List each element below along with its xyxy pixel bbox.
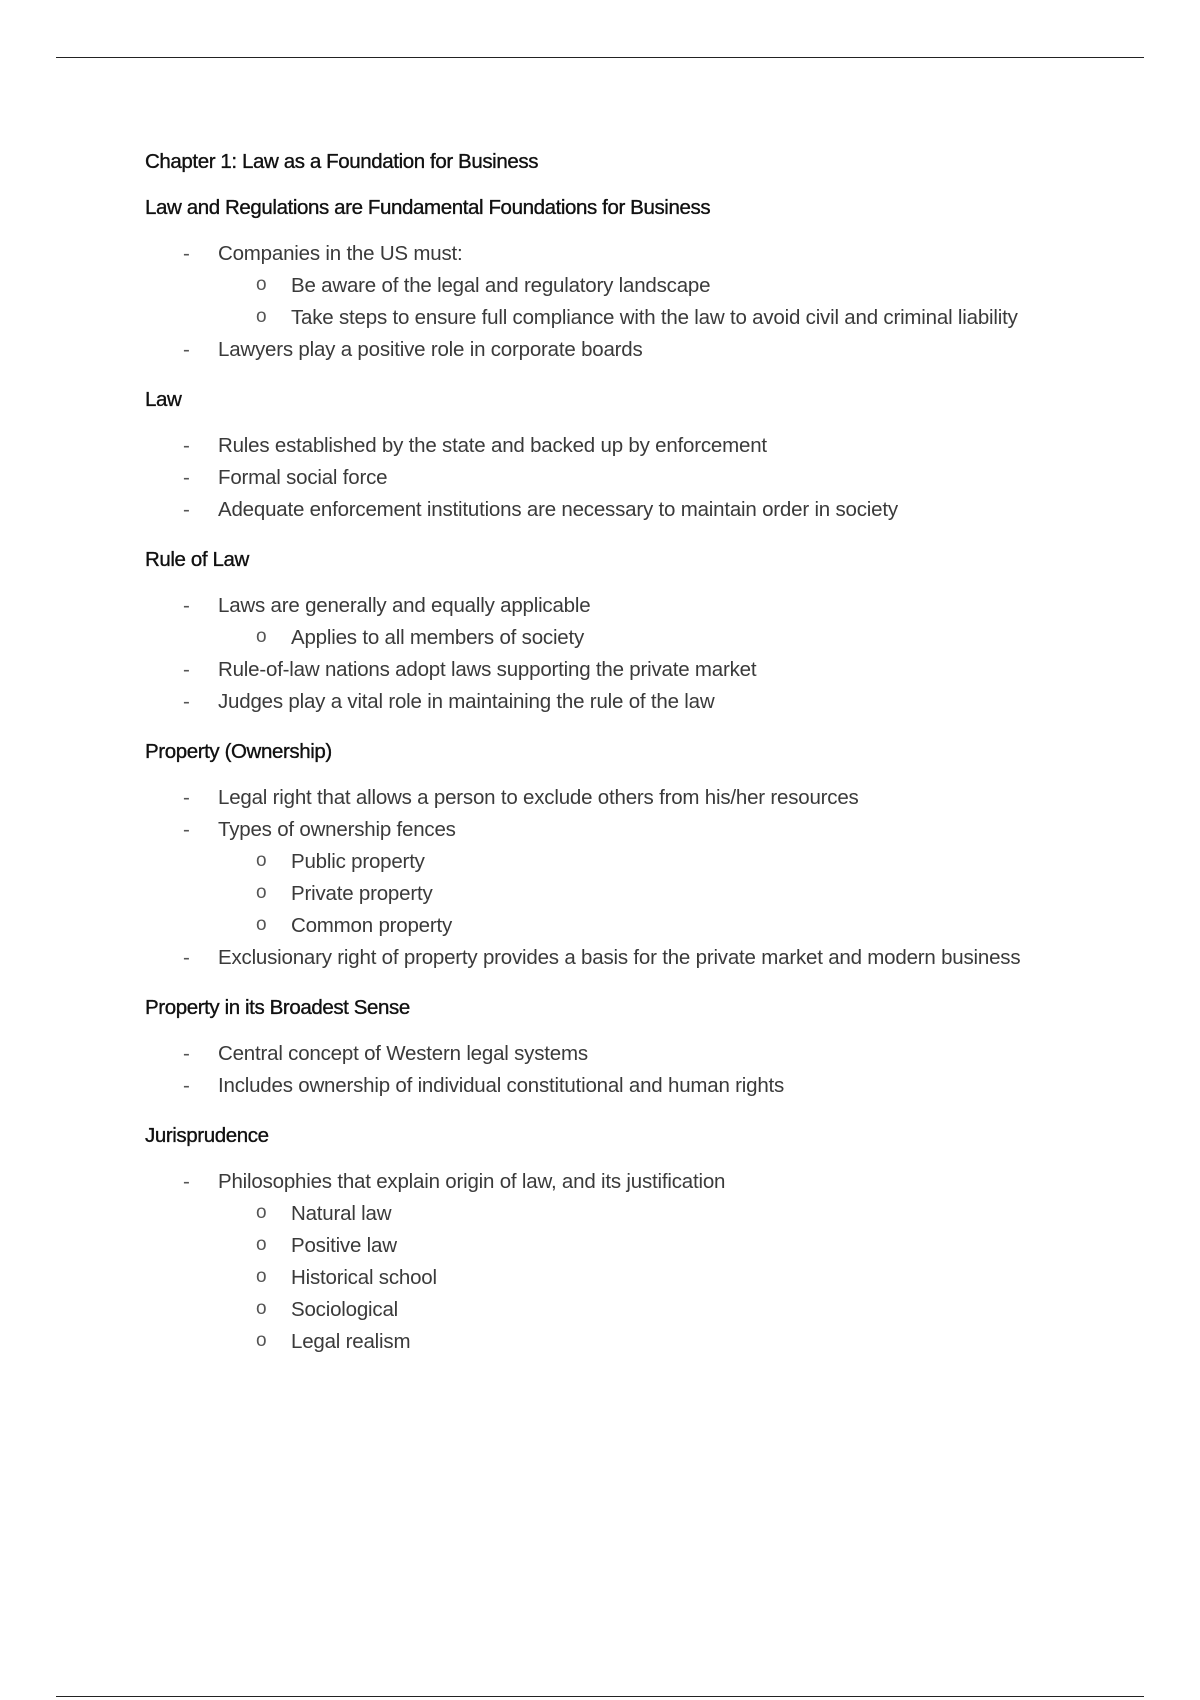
sections-container — [145, 194, 1045, 1358]
document-body — [145, 148, 1045, 1378]
bottom-rule — [56, 1696, 1144, 1697]
sub-list-item-text: Natural law — [291, 1202, 392, 1225]
circle-bullet-icon: o — [256, 882, 267, 903]
section-heading: Rule of Law — [145, 548, 249, 571]
list-item — [145, 430, 1045, 462]
sub-list-item — [218, 270, 1045, 302]
sub-list-item-text: Historical school — [291, 1266, 437, 1289]
dash-bullet-icon: - — [183, 498, 190, 521]
list-item-text: Laws are generally and equally applicable — [218, 594, 591, 617]
sub-bullet-list — [218, 846, 1045, 942]
circle-bullet-icon: o — [256, 1266, 267, 1287]
dash-bullet-icon: - — [183, 1042, 190, 1065]
dash-bullet-icon: - — [183, 242, 190, 265]
dash-bullet-icon: - — [183, 818, 190, 841]
list-item — [145, 494, 1045, 526]
sub-list-item-text: Public property — [291, 850, 425, 873]
list-item-text: Exclusionary right of property provides a basis for the private market and modern business — [218, 946, 1021, 969]
sub-list-item-text: Take steps to ensure full compliance with the law to avoid civil and criminal liability — [291, 306, 1018, 329]
sub-bullet-list — [218, 622, 1045, 654]
list-item-text: Lawyers play a positive role in corporate boards — [218, 338, 643, 361]
list-item — [145, 942, 1045, 974]
list-item — [145, 1070, 1045, 1102]
sub-list-item-text: Be aware of the legal and regulatory landscape — [291, 274, 711, 297]
sub-list-item-text: Legal realism — [291, 1330, 411, 1353]
list-item — [145, 814, 1045, 846]
list-item-text: Includes ownership of individual constitutional and human rights — [218, 1074, 785, 1097]
bullet-list — [145, 590, 1045, 718]
sub-list-item — [218, 1294, 1045, 1326]
circle-bullet-icon: o — [256, 626, 267, 647]
circle-bullet-icon: o — [256, 274, 267, 295]
sub-list-item — [218, 846, 1045, 878]
list-item-text: Central concept of Western legal systems — [218, 1042, 588, 1065]
circle-bullet-icon: o — [256, 914, 267, 935]
list-item — [145, 654, 1045, 686]
sub-list-wrapper — [145, 270, 1045, 334]
list-item — [145, 686, 1045, 718]
list-item — [145, 782, 1045, 814]
sub-list-item-text: Applies to all members of society — [291, 626, 585, 649]
sub-list-wrapper — [145, 622, 1045, 654]
bullet-list — [145, 1038, 1045, 1102]
sub-list-item — [218, 1262, 1045, 1294]
list-item — [145, 238, 1045, 270]
bullet-list — [145, 1166, 1045, 1358]
sub-list-item — [218, 302, 1045, 334]
sub-list-item-text: Private property — [291, 882, 433, 905]
top-rule — [56, 57, 1144, 58]
list-item — [145, 1038, 1045, 1070]
list-item-text: Adequate enforcement institutions are necessary to maintain order in society — [218, 498, 898, 521]
list-item-text: Formal social force — [218, 466, 388, 489]
sub-list-wrapper — [145, 1198, 1045, 1358]
list-item-text: Types of ownership fences — [218, 818, 456, 841]
sub-list-wrapper — [145, 846, 1045, 942]
list-item — [145, 462, 1045, 494]
dash-bullet-icon: - — [183, 690, 190, 713]
list-item-text: Rules established by the state and backed up by enforcement — [218, 434, 767, 457]
list-item-text: Rule-of-law nations adopt laws supporting the private market — [218, 658, 757, 681]
section — [145, 994, 1045, 1102]
circle-bullet-icon: o — [256, 850, 267, 871]
sub-list-item — [218, 878, 1045, 910]
sub-list-item-text: Common property — [291, 914, 453, 937]
sub-list-item — [218, 1230, 1045, 1262]
dash-bullet-icon: - — [183, 1074, 190, 1097]
section — [145, 546, 1045, 718]
chapter-title: Chapter 1: Law as a Foundation for Business — [145, 150, 539, 173]
sub-list-item — [218, 1198, 1045, 1230]
list-item — [145, 590, 1045, 622]
list-item-text: Legal right that allows a person to exclude others from his/her resources — [218, 786, 859, 809]
circle-bullet-icon: o — [256, 1202, 267, 1223]
sub-list-item — [218, 622, 1045, 654]
dash-bullet-icon: - — [183, 946, 190, 969]
dash-bullet-icon: - — [183, 594, 190, 617]
dash-bullet-icon: - — [183, 466, 190, 489]
section — [145, 194, 1045, 366]
circle-bullet-icon: o — [256, 1330, 267, 1351]
circle-bullet-icon: o — [256, 1298, 267, 1319]
section-heading: Law — [145, 388, 182, 411]
bullet-list — [145, 782, 1045, 974]
section-heading: Property in its Broadest Sense — [145, 996, 410, 1019]
list-item-text: Companies in the US must: — [218, 242, 463, 265]
dash-bullet-icon: - — [183, 786, 190, 809]
dash-bullet-icon: - — [183, 658, 190, 681]
bullet-list — [145, 430, 1045, 526]
sub-list-item — [218, 910, 1045, 942]
section-heading: Property (Ownership) — [145, 740, 332, 763]
sub-bullet-list — [218, 1198, 1045, 1358]
list-item — [145, 334, 1045, 366]
bullet-list — [145, 238, 1045, 366]
sub-list-item — [218, 1326, 1045, 1358]
section — [145, 1122, 1045, 1358]
dash-bullet-icon: - — [183, 338, 190, 361]
section-heading: Law and Regulations are Fundamental Foundations for Business — [145, 196, 711, 219]
section — [145, 386, 1045, 526]
list-item-text: Philosophies that explain origin of law, and its justification — [218, 1170, 726, 1193]
section-heading: Jurisprudence — [145, 1124, 269, 1147]
sub-list-item-text: Positive law — [291, 1234, 397, 1257]
section — [145, 738, 1045, 974]
list-item-text: Judges play a vital role in maintaining the rule of the law — [218, 690, 715, 713]
sub-bullet-list — [218, 270, 1045, 334]
sub-list-item-text: Sociological — [291, 1298, 398, 1321]
dash-bullet-icon: - — [183, 1170, 190, 1193]
dash-bullet-icon: - — [183, 434, 190, 457]
circle-bullet-icon: o — [256, 306, 267, 327]
circle-bullet-icon: o — [256, 1234, 267, 1255]
list-item — [145, 1166, 1045, 1198]
